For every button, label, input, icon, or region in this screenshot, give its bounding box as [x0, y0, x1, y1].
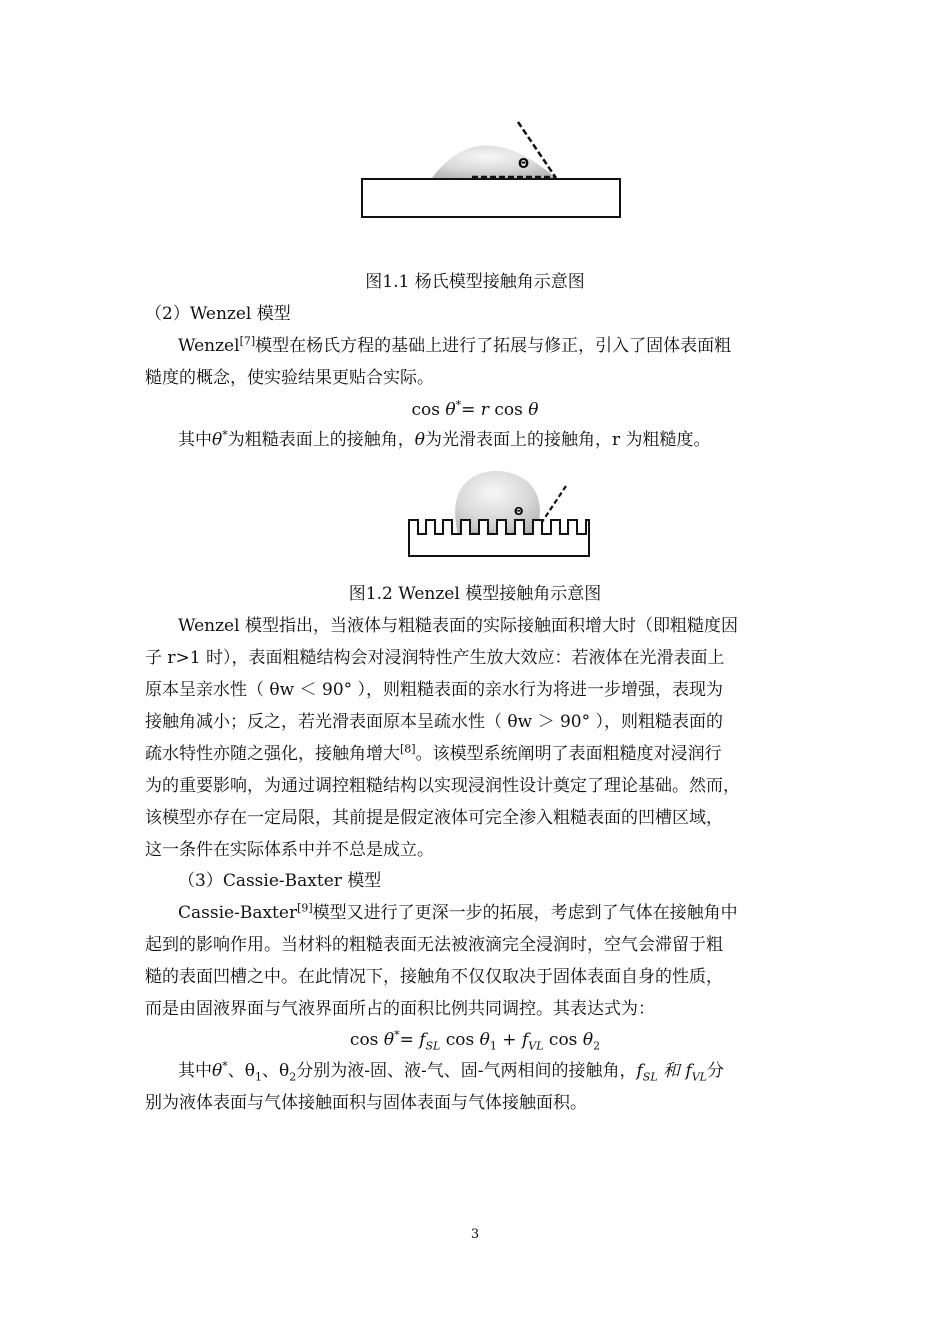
paragraph-line: Wenzel 模型指出，当液体与粗糙表面的实际接触面积增大时（即粗糙度因 [178, 616, 738, 636]
droplet [432, 146, 556, 179]
equation-cassie: $\cos \theta^*= f_{SL}$ $\cos \theta_1 + f_{VL}$ $\cos \theta_2$ [349, 1028, 601, 1053]
theta-label: Θ [518, 157, 530, 172]
paragraph-line: 疏水特性亦随之强化，接触角增大[8]。该模型系统阐明了表面粗糙度对浸润行 [145, 742, 722, 764]
rough-surface [409, 520, 589, 556]
wenzel-model-figure [406, 468, 592, 560]
paragraph-line: 糙的表面凹槽之中。在此情况下，接触角不仅仅取决于固体表面自身的性质， [145, 967, 723, 987]
section-heading-wenzel: （2）Wenzel 模型 [145, 304, 291, 324]
equation-wenzel: cos θ*= r cos θ [411, 398, 539, 420]
paragraph-line: 接触角减小；反之，若光滑表面原本呈疏水性（ θw ＞ 90° ），则粗糙表面的 [145, 712, 724, 732]
figure-caption-1: 图1.1 杨氏模型接触角示意图 [365, 272, 585, 292]
paragraph-line: 糙度的概念，使实验结果更贴合实际。 [145, 368, 434, 388]
paragraph-line: 这一条件在实际体系中并不总是成立。 [145, 840, 434, 860]
paragraph-line: 该模型亦存在一定局限，其前提是假定液体可完全渗入粗糙表面的凹槽区域， [145, 808, 723, 828]
definition-line: 别为液体表面与气体接触面积与固体表面与气体接触面积。 [145, 1093, 587, 1113]
definition-line: 其中θ*为粗糙表面上的接触角，θ为光滑表面上的接触角，r 为粗糙度。 [178, 428, 711, 450]
young-model-figure [360, 118, 625, 222]
solid-surface [362, 179, 620, 217]
paragraph-line: 而是由固液界面与气液界面所占的面积比例共同调控。其表达式为： [145, 999, 655, 1019]
paragraph-line: Wenzel[7]模型在杨氏方程的基础上进行了拓展与修正，引入了固体表面粗 [178, 334, 732, 356]
definition-line: 其中θ*、$\theta_1$、$\theta_2$分别为液-固、液-气、固-气两相间的接触角，$f_{SL}$ 和 $f_{VL}$分 [178, 1059, 724, 1084]
paragraph-line: 子 r>1 时），表面粗糙结构会对浸润特性产生放大效应：若液体在光滑表面上 [145, 648, 725, 668]
theta-label: Θ [514, 505, 524, 518]
paragraph-line: 原本呈亲水性（ θw ＜ 90° ），则粗糙表面的亲水行为将进一步增强，表现为 [145, 680, 724, 700]
section-heading-cassie: （3）Cassie-Baxter 模型 [178, 871, 382, 891]
figure-caption-2: 图1.2 Wenzel 模型接触角示意图 [348, 584, 602, 604]
page-number: 3 [470, 1227, 480, 1242]
paragraph-line: 为的重要影响，为通过调控粗糙结构以实现浸润性设计奠定了理论基础。然而， [145, 776, 740, 796]
paragraph-line: Cassie-Baxter[9]模型又进行了更深一步的拓展，考虑到了气体在接触角中 [178, 901, 738, 923]
paragraph-line: 起到的影响作用。当材料的粗糙表面无法被液滴完全浸润时，空气会滞留于粗 [145, 935, 723, 955]
